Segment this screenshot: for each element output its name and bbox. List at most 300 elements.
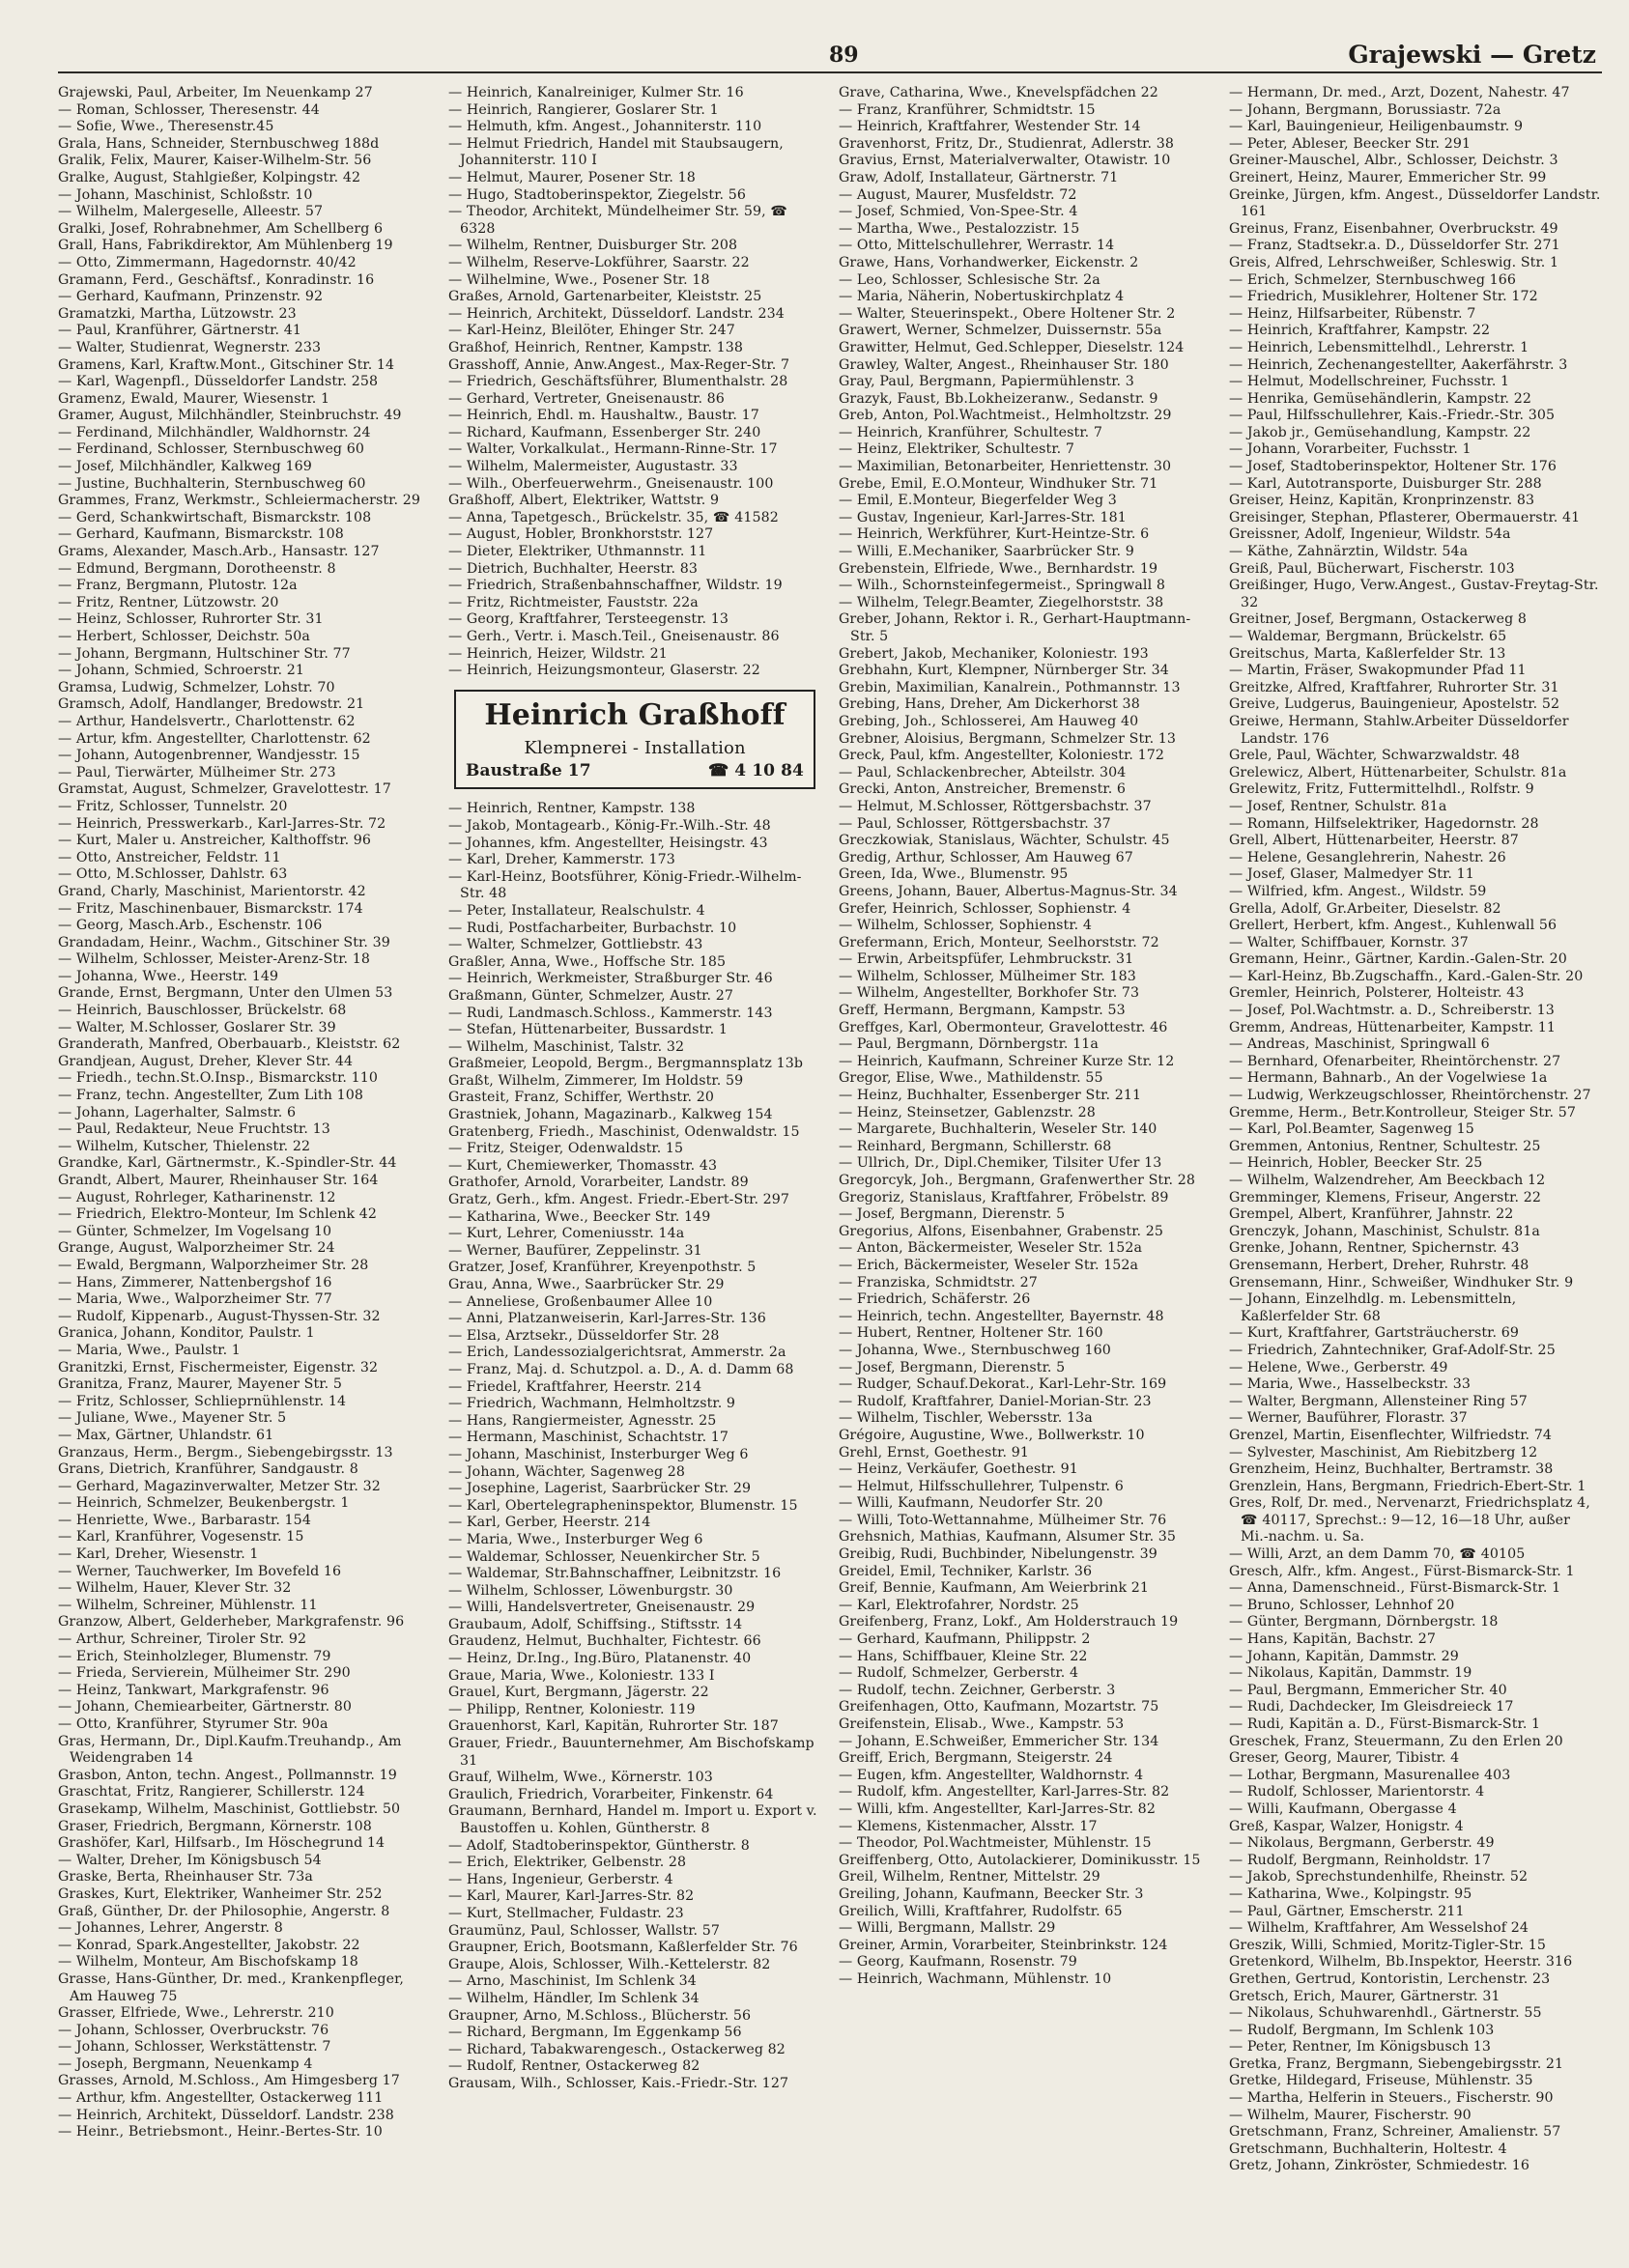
directory-entry: — Wilhelm, Walzendreher, Am Beeckbach 12 <box>1229 1173 1546 1188</box>
directory-entry: — Klemens, Kistenmacher, Alsstr. 17 <box>839 1818 1098 1834</box>
directory-entry: Gretschmann, Franz, Schreiner, Amalienstr. 57 <box>1229 2124 1561 2140</box>
directory-entry: Grele, Paul, Wächter, Schwarzwaldstr. 48 <box>1229 748 1520 764</box>
directory-entry: — Theodor, Architekt, Mündelheimer Str. 59, ☎ 6328 <box>448 204 788 237</box>
directory-entry: — Wilhelm, Monteur, Am Bischofskamp 18 <box>58 1954 358 1970</box>
directory-entry: — Josef, Schmied, Von-Spee-Str. 4 <box>839 204 1078 220</box>
directory-entry: — Paul, Schlackenbrecher, Abteilstr. 304 <box>839 764 1127 780</box>
directory-entry: Gravenhorst, Fritz, Dr., Studienrat, Adlerstr. 38 <box>839 135 1174 152</box>
directory-entry: — Heinrich, Lebensmittelhdl., Lehrerstr. 1 <box>1229 339 1529 355</box>
directory-entry: — Hans, Schiffbauer, Kleine Str. 22 <box>839 1648 1088 1664</box>
directory-entry: — Johann, Chemiearbeiter, Gärtnerstr. 80 <box>58 1699 353 1715</box>
directory-entry: — Wilhelm, Malergeselle, Alleestr. 57 <box>58 204 324 220</box>
directory-entry: — Hermann, Bahnarb., An der Vogelwiese 1a <box>1229 1070 1548 1087</box>
directory-entry: — Rudolf, Bergmann, Reinholdstr. 17 <box>1229 1852 1492 1868</box>
directory-entry: Grelewicz, Albert, Hüttenarbeiter, Schulstr. 81a <box>1229 764 1567 780</box>
directory-entry: — Werner, Tauchwerker, Im Bovefeld 16 <box>58 1563 342 1579</box>
directory-entry: Grégoire, Augustine, Wwe., Bollwerkstr. 10 <box>839 1427 1145 1443</box>
directory-entry: — Friedrich, Straßenbahnschaffner, Wildstr. 19 <box>448 578 783 594</box>
directory-entry: — Helmut, Hilfsschullehrer, Tulpenstr. 6 <box>839 1478 1124 1494</box>
directory-entry: — Rudolf, Rentner, Ostackerweg 82 <box>448 2058 700 2075</box>
directory-entry: Graupner, Arno, M.Schloss., Blücherstr. 56 <box>448 2007 752 2024</box>
directory-entry: — Maria, Näherin, Nobertuskirchplatz 4 <box>839 289 1125 305</box>
directory-entry: Graschtat, Fritz, Rangierer, Schillerstr. 124 <box>58 1784 365 1800</box>
directory-entry: — Heinrich, techn. Angestellter, Bayernstr. 48 <box>839 1308 1164 1324</box>
directory-entry: — Willi, Toto-Wettannahme, Mülheimer Str. 76 <box>839 1512 1167 1528</box>
directory-entry: — Johann, Vorarbeiter, Fuchsstr. 1 <box>1229 441 1472 458</box>
directory-entry: — Anton, Bäckermeister, Weseler Str. 152a <box>839 1240 1143 1257</box>
directory-entry: — Kurt, Maler u. Anstreicher, Kalthoffstr. 96 <box>58 833 372 849</box>
directory-entry: Greitzke, Alfred, Kraftfahrer, Ruhrorter Str. 31 <box>1229 679 1559 695</box>
directory-entry: Gregoriz, Stanislaus, Kraftfahrer, Fröbelstr. 89 <box>839 1189 1169 1205</box>
directory-entry: — Wilhelm, Angestellter, Borkhofer Str. 73 <box>839 985 1140 1002</box>
directory-entry: Gratz, Gerh., kfm. Angest. Friedr.-Ebert-Str. 297 <box>448 1192 790 1208</box>
directory-entry: — Heinz, Buchhalter, Essenberger Str. 211 <box>839 1088 1142 1104</box>
directory-entry: Graudenz, Helmut, Buchhalter, Fichtestr. 66 <box>448 1633 761 1650</box>
directory-entry: — Dieter, Elektriker, Uthmannstr. 11 <box>448 544 707 560</box>
directory-entry: Gregorcyk, Joh., Bergmann, Grafenwerther Str. 28 <box>839 1173 1196 1188</box>
directory-entry: — Hans, Ingenieur, Gerberstr. 4 <box>448 1871 673 1887</box>
directory-entry: Graske, Berta, Rheinhauser Str. 73a <box>58 1869 313 1885</box>
directory-entry: — Leo, Schlosser, Schlesische Str. 2a <box>839 271 1100 288</box>
directory-entry: Grandke, Karl, Gärtnermstr., K.-Spindler-Str. 44 <box>58 1155 397 1172</box>
directory-entry: — Hermann, Maschinist, Schachtstr. 17 <box>448 1430 729 1446</box>
directory-entry: Greiwe, Hermann, Stahlw.Arbeiter Düsseldorfer Landstr. 176 <box>1229 713 1569 747</box>
directory-entry: — Johann, Lagerhalter, Salmstr. 6 <box>58 1104 297 1120</box>
directory-entry: — Konrad, Spark.Angestellter, Jakobstr. 22 <box>58 1937 360 1953</box>
directory-entry: — Hans, Rangiermeister, Agnesstr. 25 <box>448 1412 717 1429</box>
directory-entry: — Maria, Wwe., Paulstr. 1 <box>58 1342 241 1358</box>
directory-entry: Grell, Albert, Hüttenarbeiter, Heerstr. 87 <box>1229 833 1519 849</box>
directory-entry: — Eugen, kfm. Angestellter, Waldhornstr. 4 <box>839 1767 1144 1783</box>
directory-entry: — Günter, Bergmann, Dörnbergstr. 18 <box>1229 1614 1499 1630</box>
directory-entry: — Gerhard, Kaufmann, Prinzenstr. 92 <box>58 289 324 305</box>
directory-entry: Grenke, Johann, Rentner, Spichernstr. 43 <box>1229 1240 1520 1257</box>
directory-entry: Greif, Bennie, Kaufmann, Am Weierbrink 21 <box>839 1580 1150 1597</box>
directory-entry: — Peter, Installateur, Realschulstr. 4 <box>448 902 705 919</box>
directory-entry: — Johann, Bergmann, Borussiastr. 72a <box>1229 101 1501 118</box>
directory-entry: — Wilh., Schornsteinfegermeist., Springwall 8 <box>839 578 1165 594</box>
directory-entry: — Willi, Kaufmann, Obergasse 4 <box>1229 1800 1457 1817</box>
directory-entry: — Karl, Elektrofahrer, Nordstr. 25 <box>839 1597 1079 1613</box>
directory-entry: — Werner, Baufürer, Zeppelinstr. 31 <box>448 1242 702 1259</box>
directory-entry: — Wilhelm, Schlosser, Meister-Arenz-Str. 18 <box>58 951 370 968</box>
directory-entry: — Karl-Heinz, Bleilöter, Ehinger Str. 247 <box>448 323 735 339</box>
directory-entry: — Margarete, Buchhalterin, Weseler Str. 140 <box>839 1121 1157 1138</box>
directory-entry: Grempel, Albert, Kranführer, Jahnstr. 22 <box>1229 1206 1514 1223</box>
advertisement-phone: ☎ 4 10 84 <box>708 760 804 780</box>
directory-entry: — Heinrich, Kranführer, Schultestr. 7 <box>839 424 1103 440</box>
directory-entry: Grasse, Hans-Günther, Dr. med., Krankenpfleger, Am Hauweg 75 <box>58 1970 405 2004</box>
column-2 <box>448 85 821 2235</box>
directory-entry: — Heinz, Hilfsarbeiter, Rübenstr. 7 <box>1229 305 1476 322</box>
directory-entry: — Wilhelm, Kutscher, Thielenstr. 22 <box>58 1138 311 1154</box>
directory-entry: — Ferdinand, Milchhändler, Waldhornstr. 24 <box>58 424 371 440</box>
directory-entry: Grala, Hans, Schneider, Sternbuschweg 188d <box>58 135 380 152</box>
directory-entry: — August, Maurer, Musfeldstr. 72 <box>839 186 1077 203</box>
directory-entry: — Rudi, Dachdecker, Im Gleisdreieck 17 <box>1229 1699 1514 1715</box>
directory-entry: — Johann, Wächter, Sagenweg 28 <box>448 1463 686 1480</box>
directory-entry: — Wilhelm, Maschinist, Talstr. 32 <box>448 1038 685 1055</box>
advertisement-name: Heinrich Graßhoff <box>484 697 786 732</box>
directory-entry: Grecki, Anton, Anstreicher, Bremenstr. 6 <box>839 781 1127 798</box>
directory-entry: — Anna, Tapetgesch., Brückelstr. 35, ☎ 41582 <box>448 509 779 525</box>
directory-entry: — Martin, Fräser, Swakopmunder Pfad 11 <box>1229 663 1527 679</box>
directory-entry: — Johann, Maschinist, Schloßstr. 10 <box>58 186 313 203</box>
directory-entry: — Karl, Dreher, Kammerstr. 173 <box>448 852 675 868</box>
directory-entry: — Heinrich, Schmelzer, Beukenbergstr. 1 <box>58 1495 350 1512</box>
directory-entry: — Otto, Kranführer, Styrumer Str. 90a <box>58 1716 329 1732</box>
directory-entry: Greff, Hermann, Bergmann, Kampstr. 53 <box>839 1003 1126 1019</box>
directory-entry: — Wilhelm, Rentner, Duisburger Str. 208 <box>448 238 738 254</box>
directory-entry: — Georg, Masch.Arb., Eschenstr. 106 <box>58 918 323 934</box>
directory-entry: Gresch, Alfr., kfm. Angest., Fürst-Bismarck-Str. 1 <box>1229 1563 1575 1579</box>
directory-entry: — Friedrich, Zahntechniker, Graf-Adolf-Str. 25 <box>1229 1342 1556 1358</box>
directory-entry: — Arthur, Schreiner, Tiroler Str. 92 <box>58 1631 307 1648</box>
directory-entry: — Erich, Schmelzer, Sternbuschweg 166 <box>1229 271 1517 288</box>
directory-entry: — Josef, Pol.Wachtmstr. a. D., Schreiberstr. 13 <box>1229 1003 1555 1019</box>
directory-entry: Gramsa, Ludwig, Schmelzer, Lohstr. 70 <box>58 679 335 695</box>
directory-entry: — Paul, Bergmann, Emmericher Str. 40 <box>1229 1682 1507 1698</box>
directory-entry: Greszik, Willi, Schmied, Moritz-Tigler-Str. 15 <box>1229 1937 1546 1953</box>
directory-entry: Grashöfer, Karl, Hilfsarb., Im Höschegrund 14 <box>58 1835 386 1852</box>
directory-entry: — Edmund, Bergmann, Dorotheenstr. 8 <box>58 560 336 577</box>
directory-entry: — Josef, Stadtoberinspektor, Holtener Str. 176 <box>1229 459 1558 475</box>
directory-entry: Grasses, Arnold, M.Schloss., Am Himgesberg 17 <box>58 2073 400 2089</box>
directory-entry: — Franz, techn. Angestellter, Zum Lith 108 <box>58 1088 363 1104</box>
directory-entry: — Walter, Schiffbauer, Kornstr. 37 <box>1229 934 1469 950</box>
directory-entry: — Helmuth, kfm. Angest., Johanniterstr. 110 <box>448 119 762 135</box>
directory-entry: — Heinz, Verkäufer, Goethestr. 91 <box>839 1461 1078 1478</box>
directory-entry: Grensemann, Herbert, Dreher, Ruhrstr. 48 <box>1229 1257 1529 1273</box>
directory-entry: Graulich, Friedrich, Vorarbeiter, Finkenstr. 64 <box>448 1786 774 1802</box>
directory-entry: — Willi, Handelsvertreter, Gneisenaustr. 29 <box>448 1600 756 1616</box>
directory-entry: Gravius, Ernst, Materialverwalter, Otawistr. 10 <box>839 153 1171 169</box>
directory-entry: Gramsch, Adolf, Handlanger, Bredowstr. 21 <box>58 696 365 713</box>
directory-entry: Grauel, Kurt, Bergmann, Jägerstr. 22 <box>448 1685 709 1701</box>
directory-entry: — Helene, Gesanglehrerin, Nahestr. 26 <box>1229 849 1506 865</box>
directory-entry: — Walter, Steuerinspekt., Obere Holtener Str. 2 <box>839 305 1176 322</box>
directory-entry: — Walter, Vorkalkulat., Hermann-Rinne-Str. 17 <box>448 441 778 458</box>
directory-entry: — Anneliese, Großenbaumer Allee 10 <box>448 1293 713 1310</box>
directory-entry: — Richard, Bergmann, Im Eggenkamp 56 <box>448 2025 742 2041</box>
directory-entry: Greisinger, Stephan, Pflasterer, Obermauerstr. 41 <box>1229 509 1581 525</box>
directory-entry: — Johann, Einzelhdlg. m. Lebensmitteln, Kaßlerfelder Str. 68 <box>1229 1291 1517 1324</box>
directory-entry: — Karl-Heinz, Bb.Zugschaffn., Kard.-Galen-Str. 20 <box>1229 968 1584 984</box>
directory-entry: — Sylvester, Maschinist, Am Riebitzberg 12 <box>1229 1444 1538 1460</box>
directory-entry: — Walter, Studienrat, Wegnerstr. 233 <box>58 339 322 355</box>
directory-entry: Gratenberg, Friedh., Maschinist, Odenwaldstr. 15 <box>448 1123 800 1140</box>
directory-entry: — Josephine, Lagerist, Saarbrücker Str. 29 <box>448 1481 752 1497</box>
directory-entry: Granitzki, Ernst, Fischermeister, Eigenstr. 32 <box>58 1359 379 1375</box>
directory-entry: Grall, Hans, Fabrikdirektor, Am Mühlenberg 19 <box>58 238 393 254</box>
directory-entry: Greens, Johann, Bauer, Albertus-Magnus-Str. 34 <box>839 883 1178 899</box>
directory-entry: — Paul, Tierwärter, Mülheimer Str. 273 <box>58 764 336 780</box>
directory-entry: Grawley, Walter, Angest., Rheinhauser Str. 180 <box>839 356 1169 373</box>
directory-entry: Gremler, Heinrich, Polsterer, Holteistr. 43 <box>1229 985 1525 1002</box>
directory-entry: — Erich, Landessozialgerichtsrat, Ammerstr. 2a <box>448 1345 786 1361</box>
directory-entry: — Willi, kfm. Angestellter, Karl-Jarres-Str. 82 <box>839 1800 1156 1817</box>
directory-entry: — Friedel, Kraftfahrer, Heerstr. 214 <box>448 1378 702 1395</box>
directory-entry: — Gerhard, Vertreter, Gneisenaustr. 86 <box>448 390 725 407</box>
directory-entry: — Kurt, Stellmacher, Fuldastr. 23 <box>448 1905 684 1921</box>
directory-entry: — Joseph, Bergmann, Neuenkamp 4 <box>58 2055 313 2072</box>
directory-entry: — August, Rohrleger, Katharinenstr. 12 <box>58 1189 336 1205</box>
directory-entry: Granzow, Albert, Gelderheber, Markgrafenstr. 96 <box>58 1614 405 1630</box>
directory-entry: — Jakob, Montagearb., König-Fr.-Wilh.-Str. 48 <box>448 817 771 834</box>
directory-entry: — Otto, Mittelschullehrer, Werrastr. 14 <box>839 238 1115 254</box>
directory-entry: — Gerhard, Kaufmann, Philippstr. 2 <box>839 1631 1091 1648</box>
directory-entry: — Heinrich, Werkmeister, Straßburger Str. 46 <box>448 971 773 987</box>
directory-entry: Gremann, Heinr., Gärtner, Kardin.-Galen-Str. 20 <box>1229 951 1567 968</box>
directory-entry: — Maria, Wwe., Walporzheimer Str. 77 <box>58 1291 332 1308</box>
directory-entry: — Roman, Schlosser, Theresenstr. 44 <box>58 101 320 118</box>
directory-entry: Graupner, Erich, Bootsmann, Kaßlerfelder Str. 76 <box>448 1940 798 1956</box>
directory-entry: Graubaum, Adolf, Schiffsing., Stiftsstr. 14 <box>448 1616 743 1632</box>
directory-entry: Grebner, Aloisius, Bergmann, Schmelzer Str. 13 <box>839 730 1177 747</box>
directory-entry: — Karl, Bauingenieur, Heiligenbaumstr. 9 <box>1229 119 1524 135</box>
directory-entry: — Heinrich, Kraftfahrer, Kampstr. 22 <box>1229 323 1491 339</box>
directory-entry: Greil, Wilhelm, Rentner, Mittelstr. 29 <box>839 1869 1100 1885</box>
directory-entry: — Artur, kfm. Angestellter, Charlottenstr. 62 <box>58 730 371 747</box>
directory-entry: — Franz, Kranführer, Schmidtstr. 15 <box>839 101 1096 118</box>
directory-entry: Greffges, Karl, Obermonteur, Gravelottestr. 46 <box>839 1019 1168 1035</box>
directory-entry: Grawert, Werner, Schmelzer, Duissernstr. 55a <box>839 323 1162 339</box>
directory-entry: — Friedrich, Schäferstr. 26 <box>839 1291 1031 1308</box>
directory-entry: — Maximilian, Betonarbeiter, Henriettenstr. 30 <box>839 459 1172 475</box>
directory-entry: — Wilhelm, Telegr.Beamter, Ziegelhorststr. 38 <box>839 594 1164 610</box>
directory-entry: — Rudolf, Kraftfahrer, Daniel-Morian-Str. 23 <box>839 1393 1152 1409</box>
directory-entry: Gramann, Ferd., Geschäftsf., Konradinstr. 16 <box>58 271 375 288</box>
directory-entry: — Heinrich, Heizer, Wildstr. 21 <box>448 645 668 662</box>
directory-entry: Grave, Catharina, Wwe., Knevelspfädchen 22 <box>839 85 1158 100</box>
directory-entry: — Fritz, Maschinenbauer, Bismarckstr. 174 <box>58 900 363 917</box>
running-head: Grajewski — Gretz <box>1348 41 1596 69</box>
directory-entry: — Friedrich, Wachmann, Helmholtzstr. 9 <box>448 1396 736 1412</box>
directory-entry: — Waldemar, Schlosser, Neuenkircher Str. 5 <box>448 1548 760 1565</box>
directory-entry: Greiff, Erich, Bergmann, Steigerstr. 24 <box>839 1750 1113 1767</box>
directory-entry: — Lothar, Bergmann, Masurenallee 403 <box>1229 1767 1511 1783</box>
directory-entry: — Nikolaus, Schuhwarenhdl., Gärtnerstr. 55 <box>1229 2005 1542 2022</box>
directory-entry: — Heinrich, Kraftfahrer, Westender Str. 14 <box>839 119 1141 135</box>
directory-entry: — Günter, Schmelzer, Im Vogelsang 10 <box>58 1223 332 1239</box>
directory-entry: — Ferdinand, Schlosser, Sternbuschweg 60 <box>58 441 364 458</box>
directory-entry: Greß, Kaspar, Walzer, Honigstr. 4 <box>1229 1818 1464 1834</box>
directory-entry: — Franz, Bergmann, Plutostr. 12a <box>58 578 298 594</box>
directory-entry: — Waldemar, Bergmann, Brückelstr. 65 <box>1229 629 1507 644</box>
advertisement-subtitle: Klempnerei - Installation <box>524 737 746 758</box>
directory-entry: — Karl-Heinz, Bootsführer, König-Friedr.-Wilhelm-Str. 48 <box>448 868 802 902</box>
directory-entry: Grenzlein, Hans, Bergmann, Friedrich-Ebert-Str. 1 <box>1229 1478 1586 1494</box>
directory-entry: Grasser, Elfriede, Wwe., Lehrerstr. 210 <box>58 2005 334 2022</box>
directory-entry: Granitza, Franz, Maurer, Mayener Str. 5 <box>58 1376 342 1393</box>
directory-entry: Grefermann, Erich, Monteur, Seelhorststr. 72 <box>839 934 1159 950</box>
directory-entry: Graß, Günther, Dr. der Philosophie, Angerstr. 8 <box>58 1903 390 1919</box>
directory-entry: — Adolf, Stadtoberinspektor, Güntherstr. 8 <box>448 1837 750 1854</box>
directory-entry: Grefer, Heinrich, Schlosser, Sophienstr. 4 <box>839 900 1131 917</box>
directory-entry: — Wilhelm, Maurer, Fischerstr. 90 <box>1229 2107 1472 2123</box>
directory-entry: Grethen, Gertrud, Kontoristin, Lerchenstr. 23 <box>1229 1970 1551 1987</box>
directory-entry: Greilich, Willi, Kraftfahrer, Rudolfstr. 65 <box>839 1903 1123 1919</box>
directory-entry: — Heinrich, Presswerkarb., Karl-Jarres-Str. 72 <box>58 815 386 832</box>
directory-entry: Grasekamp, Wilhelm, Maschinist, Gottliebstr. 50 <box>58 1800 401 1817</box>
directory-entry: — Heinrich, Werkführer, Kurt-Heintze-Str. 6 <box>839 526 1150 543</box>
directory-entry: — Heinrich, Rentner, Kampstr. 138 <box>448 801 696 817</box>
directory-entry: — Jakob, Sprechstundenhilfe, Rheinstr. 52 <box>1229 1869 1529 1885</box>
directory-entry: Grebin, Maximilian, Kanalrein., Pothmannstr. 13 <box>839 679 1181 695</box>
directory-entry: — Wilh., Oberfeuerwehrm., Gneisenaustr. 100 <box>448 475 774 492</box>
directory-entry: — Justine, Buchhalterin, Sternbuschweg 60 <box>58 475 366 492</box>
directory-entry: Grebenstein, Elfriede, Wwe., Bernhardstr. 19 <box>839 560 1158 577</box>
column-4 <box>1229 85 1602 2235</box>
directory-entry: — Walter, M.Schlosser, Goslarer Str. 39 <box>58 1019 336 1035</box>
directory-entry: — Johanna, Wwe., Sternbuschweg 160 <box>839 1342 1111 1358</box>
directory-entry: — Johannes, Lehrer, Angerstr. 8 <box>58 1920 283 1937</box>
directory-entry: Greiser, Heinz, Kapitän, Kronprinzenstr. 83 <box>1229 493 1535 509</box>
directory-entry: — Hans, Zimmerer, Nattenbergshof 16 <box>58 1274 332 1290</box>
directory-entry: — Frieda, Servierein, Mülheimer Str. 290 <box>58 1665 351 1682</box>
header-rule <box>58 71 1602 73</box>
directory-entry: — Bruno, Schlosser, Lehnhof 20 <box>1229 1597 1455 1613</box>
directory-entry: — Anni, Platzanweiserin, Karl-Jarres-Str. 136 <box>448 1311 766 1327</box>
directory-entry: — Maria, Wwe., Hasselbeckstr. 33 <box>1229 1376 1471 1393</box>
directory-entry: — Helmut, Maurer, Posener Str. 18 <box>448 169 696 185</box>
advertisement-address: Baustraße 17 <box>466 760 591 780</box>
directory-entry: — Heinrich, Zechenangestellter, Aakerfährstr. 3 <box>1229 356 1568 373</box>
directory-entry: — Johann, Kapitän, Dammstr. 29 <box>1229 1648 1459 1664</box>
directory-entry: — Dietrich, Buchhalter, Heerstr. 83 <box>448 560 698 577</box>
directory-entry: — Rudolf, Kippenarb., August-Thyssen-Str. 32 <box>58 1308 381 1324</box>
directory-entry: — Maria, Wwe., Insterburger Weg 6 <box>448 1531 703 1547</box>
directory-entry: Graßler, Anna, Wwe., Hoffsche Str. 185 <box>448 953 727 970</box>
directory-entry: Gray, Paul, Bergmann, Papiermühlenstr. 3 <box>839 374 1134 390</box>
directory-entry: — Wilhelm, Händler, Im Schlenk 34 <box>448 1990 700 2006</box>
directory-entry: Graßt, Wilhelm, Zimmerer, Im Holdstr. 59 <box>448 1072 744 1089</box>
directory-entry: Greiffenberg, Otto, Autolackierer, Dominikusstr. 15 <box>839 1852 1201 1868</box>
directory-entry: Grasshoff, Annie, Anw.Angest., Max-Reger-Str. 7 <box>448 356 790 373</box>
directory-entry: — Martha, Helferin in Steuers., Fischerstr. 90 <box>1229 2090 1554 2107</box>
directory-entry: — Helmut, M.Schlosser, Röttgersbachstr. 37 <box>839 798 1152 814</box>
directory-entry: — Karl, Gerber, Heerstr. 214 <box>448 1515 651 1531</box>
directory-entry: — Paul, Hilfsschullehrer, Kais.-Friedr.-Str. 305 <box>1229 408 1556 424</box>
directory-entry: — Heinz, Tankwart, Markgrafenstr. 96 <box>58 1682 329 1698</box>
directory-entry: Gralik, Felix, Maurer, Kaiser-Wilhelm-Str. 56 <box>58 153 372 169</box>
directory-entry: — Georg, Kaufmann, Rosenstr. 79 <box>839 1954 1077 1970</box>
advertisement-box <box>454 690 815 790</box>
directory-entry: — Walter, Schmelzer, Gottliebstr. 43 <box>448 937 703 953</box>
directory-entry: — Juliane, Wwe., Mayener Str. 5 <box>58 1410 287 1427</box>
directory-entry: — Sofie, Wwe., Theresenstr.45 <box>58 119 274 135</box>
directory-entry: — Katharina, Wwe., Beecker Str. 149 <box>448 1208 711 1225</box>
directory-entry: — Rudger, Schauf.Dekorat., Karl-Lehr-Str. 169 <box>839 1376 1167 1393</box>
directory-entry: — Emil, E.Monteur, Biegerfelder Weg 3 <box>839 493 1117 509</box>
directory-entry: — Richard, Kaufmann, Essenberger Str. 240 <box>448 424 761 440</box>
directory-entry: — Heinrich, Kaufmann, Schreiner Kurze Str. 12 <box>839 1053 1175 1069</box>
directory-entry: — Johann, Schmied, Schroerstr. 21 <box>58 663 304 679</box>
directory-entry: Grauf, Wilhelm, Wwe., Körnerstr. 103 <box>448 1770 713 1786</box>
directory-entry: Grebe, Emil, E.O.Monteur, Windhuker Str. 71 <box>839 475 1158 492</box>
directory-entry: — Arthur, Handelsvertr., Charlottenstr. 62 <box>58 713 356 729</box>
directory-entry: Grebert, Jakob, Mechaniker, Koloniestr. 193 <box>839 645 1149 662</box>
directory-entry: — Heinrich, Heizungsmonteur, Glaserstr. 22 <box>448 663 760 679</box>
directory-entry: Grebing, Hans, Dreher, Am Dickerhorst 38 <box>839 696 1140 713</box>
directory-entry: — Fritz, Schlosser, Tunnelstr. 20 <box>58 798 288 814</box>
directory-entry: Grauenhorst, Karl, Kapitän, Ruhrorter Str. 187 <box>448 1718 779 1735</box>
directory-entry: Grazyk, Faust, Bb.Lokheizeranw., Sedanstr. 9 <box>839 390 1158 407</box>
directory-entry: — Josef, Milchhändler, Kalkweg 169 <box>58 459 312 475</box>
directory-entry: Gramatzki, Martha, Lützowstr. 23 <box>58 305 297 322</box>
directory-entry: Grandjean, August, Dreher, Klever Str. 44 <box>58 1053 354 1069</box>
directory-entry: — Gerhard, Magazinverwalter, Metzer Str. 32 <box>58 1478 381 1494</box>
directory-entry: Gretke, Hildegard, Friseuse, Mühlenstr. 35 <box>1229 2073 1533 2089</box>
directory-entry: Greißinger, Hugo, Verw.Angest., Gustav-Freytag-Str. 32 <box>1229 578 1599 610</box>
directory-entry: Grella, Adolf, Gr.Arbeiter, Dieselstr. 82 <box>1229 900 1501 917</box>
directory-entry: Grausam, Wilh., Schlosser, Kais.-Friedr.-Str. 127 <box>448 2075 789 2091</box>
directory-entry: Gretz, Johann, Zinkröster, Schmiedestr. 16 <box>1229 2158 1530 2174</box>
directory-entry: Grandt, Albert, Maurer, Rheinhauser Str. 164 <box>58 1173 379 1188</box>
directory-entry: Grebing, Joh., Schlosserei, Am Hauweg 40 <box>839 713 1139 729</box>
directory-entry: — Peter, Rentner, Im Königsbusch 13 <box>1229 2039 1492 2055</box>
directory-entry: — Walter, Dreher, Im Königsbusch 54 <box>58 1852 322 1868</box>
directory-entry: — Rudolf, kfm. Angestellter, Karl-Jarres-Str. 82 <box>839 1784 1170 1800</box>
directory-entry: Grastniek, Johann, Magazinarb., Kalkweg 154 <box>448 1107 773 1123</box>
directory-entry: — Fritz, Schlosser, Schlieprnühlenstr. 14 <box>58 1393 347 1409</box>
directory-entry: — Käthe, Zahnärztin, Wildstr. 54a <box>1229 544 1469 560</box>
directory-entry: Greifenberg, Franz, Lokf., Am Holderstrauch 19 <box>839 1614 1179 1630</box>
directory-entry: Grauer, Friedr., Bauunternehmer, Am Bischofskamp 31 <box>448 1736 814 1769</box>
directory-entry: — Georg, Kraftfahrer, Tersteegenstr. 13 <box>448 611 729 628</box>
directory-entry: — Josef, Glaser, Malmedyer Str. 11 <box>1229 866 1474 883</box>
directory-entry: Grammes, Franz, Werkmstr., Schleiermacherstr. 29 <box>58 493 420 509</box>
directory-entry: Graßhof, Heinrich, Rentner, Kampstr. 138 <box>448 339 743 355</box>
directory-entry: Graßes, Arnold, Gartenarbeiter, Kleiststr. 25 <box>448 289 762 305</box>
directory-entry: Greiner, Armin, Vorarbeiter, Steinbrinkstr. 124 <box>839 1937 1168 1953</box>
directory-entry: — Wilhelm, Reserve-Lokführer, Saarstr. 22 <box>448 254 750 270</box>
directory-entry: Gramenz, Ewald, Maurer, Wiesenstr. 1 <box>58 390 330 407</box>
directory-entry: Granzaus, Herm., Bergm., Siebengebirgsstr. 13 <box>58 1444 393 1460</box>
directory-entry: Gralke, August, Stahlgießer, Kolpingstr. 42 <box>58 169 361 185</box>
directory-entry: — Paul, Redakteur, Neue Fruchtstr. 13 <box>58 1121 330 1138</box>
directory-entry: Grasteit, Franz, Schiffer, Werthstr. 20 <box>448 1090 715 1106</box>
directory-entry: Greck, Paul, kfm. Angestellter, Koloniestr. 172 <box>839 748 1165 764</box>
directory-entry: — Karl, Obertelegrapheninspektor, Blumenstr. 15 <box>448 1497 798 1514</box>
directory-entry: — Henriette, Wwe., Barbarastr. 154 <box>58 1512 311 1528</box>
directory-entry: — Wilhelm, Schlosser, Mülheimer Str. 183 <box>839 968 1136 984</box>
directory-entry: Gretsch, Erich, Maurer, Gärtnerstr. 31 <box>1229 1988 1500 2004</box>
directory-entry: — Helmut Friedrich, Handel mit Staubsaugern, Johanniterstr. 110 I <box>448 135 784 169</box>
directory-entry: — Fritz, Richtmeister, Fauststr. 22a <box>448 594 699 610</box>
directory-entry: — Elsa, Arztsekr., Düsseldorfer Str. 28 <box>448 1327 720 1344</box>
directory-entry: — Heinz, Steinsetzer, Gablenzstr. 28 <box>839 1104 1096 1120</box>
directory-entry: — Ullrich, Dr., Dipl.Chemiker, Tilsiter Ufer 13 <box>839 1155 1162 1172</box>
directory-entry: — Hermann, Dr. med., Arzt, Dozent, Nahestr. 47 <box>1229 85 1570 100</box>
directory-entry: — Hubert, Rentner, Holtener Str. 160 <box>839 1325 1103 1342</box>
directory-entry: — Johann, Bergmann, Hultschiner Str. 77 <box>58 645 351 662</box>
directory-entry: Grand, Charly, Maschinist, Marientorstr. 42 <box>58 883 366 899</box>
directory-entry: Grebhahn, Kurt, Klempner, Nürnberger Str. 34 <box>839 663 1169 679</box>
directory-entry: Graue, Maria, Wwe., Koloniestr. 133 I <box>448 1667 715 1684</box>
directory-entry: — Kurt, Lehrer, Comeniusstr. 14a <box>448 1226 685 1242</box>
directory-entry: — Karl, Maurer, Karl-Jarres-Str. 82 <box>448 1888 695 1905</box>
directory-entry: Greber, Johann, Rektor i. R., Gerhart-Hauptmann-Str. 5 <box>839 611 1191 644</box>
directory-entry: — Otto, Zimmermann, Hagedornstr. 40/42 <box>58 254 357 270</box>
directory-entry: — Nikolaus, Bergmann, Gerberstr. 49 <box>1229 1835 1495 1852</box>
directory-entry: Grehl, Ernst, Goethestr. 91 <box>839 1444 1029 1460</box>
directory-entry: — Peter, Ableser, Beecker Str. 291 <box>1229 135 1472 152</box>
directory-entry: — Gustav, Ingenieur, Karl-Jarres-Str. 181 <box>839 509 1127 525</box>
directory-entry: Greinke, Jürgen, kfm. Angest., Düsseldorfer Landstr. 161 <box>1229 186 1601 220</box>
directory-entry: Greiling, Johann, Kaufmann, Beecker Str. 3 <box>839 1885 1144 1902</box>
directory-entry: — Gerd, Schankwirtschaft, Bismarckstr. 108 <box>58 509 372 525</box>
